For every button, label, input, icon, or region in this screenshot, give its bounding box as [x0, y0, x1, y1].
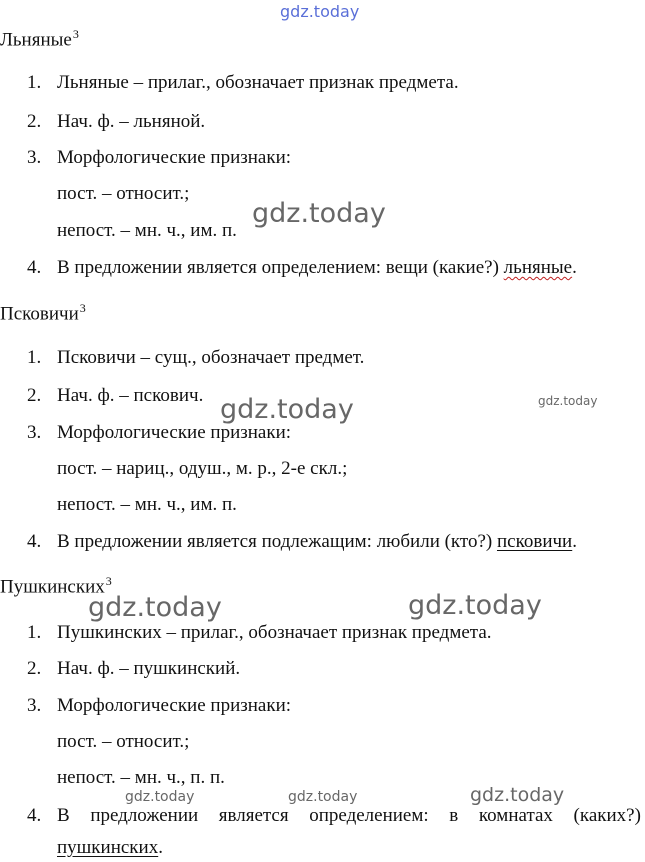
item-subline: пост. – нариц., одуш., м. р., 2-е скл.;	[57, 458, 348, 479]
item-number: 4.	[27, 257, 42, 278]
sentence-word: в	[449, 805, 459, 826]
sentence-word: (каких?)	[573, 805, 641, 826]
analyzed-word: пушкинских	[57, 837, 159, 858]
item-text	[57, 806, 641, 825]
item-subline: пост. – относит.;	[57, 731, 190, 752]
heading-text: Псковичи	[0, 303, 79, 325]
heading-text: Пушкинских	[0, 576, 105, 598]
watermark-overlay: gdz.today	[125, 789, 195, 805]
item-number: 4.	[27, 531, 42, 552]
item-text: Псковичи – сущ., обозначает предмет.	[57, 347, 365, 368]
item-number: 1.	[27, 347, 42, 368]
item-number: 3.	[27, 422, 42, 443]
period: .	[158, 837, 163, 858]
watermark-overlay: gdz.today	[538, 394, 598, 408]
watermark-overlay: gdz.today	[288, 789, 358, 805]
item-text: Морфологические признаки:	[57, 147, 292, 168]
watermark-overlay: gdz.today	[470, 784, 565, 806]
heading-superscript: 3	[72, 27, 79, 41]
item-number: 3.	[27, 147, 42, 168]
watermark-top: gdz.today	[280, 2, 360, 21]
item-text: Пушкинских – прилаг., обозначает признак предмета.	[57, 622, 492, 643]
item-number: 1.	[27, 72, 42, 93]
sentence-word: определением:	[309, 805, 429, 826]
heading-superscript: 3	[79, 301, 86, 315]
section-heading	[0, 302, 86, 323]
sentence-text: В предложении является определением: вещи (какие?)	[57, 257, 504, 278]
section-heading	[0, 28, 79, 49]
item-number: 4.	[27, 805, 42, 826]
item-text: Нач. ф. – льняной.	[57, 111, 206, 132]
watermark-overlay: gdz.today	[88, 592, 222, 623]
analyzed-word: льняные	[503, 257, 573, 278]
item-text: Нач. ф. – пскович.	[57, 385, 204, 406]
sentence-word: В	[57, 805, 70, 826]
item-text	[57, 532, 577, 551]
analyzed-word: псковичи	[496, 531, 573, 552]
sentence-word: комнатах	[478, 805, 553, 826]
item-text: Морфологические признаки:	[57, 422, 292, 443]
period: .	[572, 531, 577, 552]
period: .	[572, 257, 577, 278]
item-number: 2.	[27, 385, 42, 406]
heading-superscript: 3	[105, 574, 112, 588]
item-number: 2.	[27, 658, 42, 679]
item-number: 3.	[27, 695, 42, 716]
item-number: 2.	[27, 111, 42, 132]
item-text: Льняные – прилаг., обозначает признак предмета.	[57, 72, 459, 93]
item-subline: пост. – относит.;	[57, 183, 190, 204]
sentence-word: является	[218, 805, 289, 826]
item-text: Морфологические признаки:	[57, 695, 292, 716]
item-text: Нач. ф. – пушкинский.	[57, 658, 241, 679]
item-subline: непост. – мн. ч., п. п.	[57, 767, 225, 788]
item-subline: непост. – мн. ч., им. п.	[57, 220, 237, 241]
heading-text: Льняные	[0, 29, 72, 51]
watermark-overlay: gdz.today	[220, 394, 354, 425]
watermark-overlay: gdz.today	[252, 198, 386, 229]
item-subline: непост. – мн. ч., им. п.	[57, 494, 237, 515]
item-text-continuation	[57, 838, 163, 857]
item-number: 1.	[27, 622, 42, 643]
section-heading	[0, 575, 112, 596]
sentence-text: В предложении является подлежащим: любили (кто?)	[57, 531, 497, 552]
watermark-overlay: gdz.today	[408, 590, 542, 621]
item-text	[57, 258, 577, 277]
sentence-word: предложении	[90, 805, 199, 826]
